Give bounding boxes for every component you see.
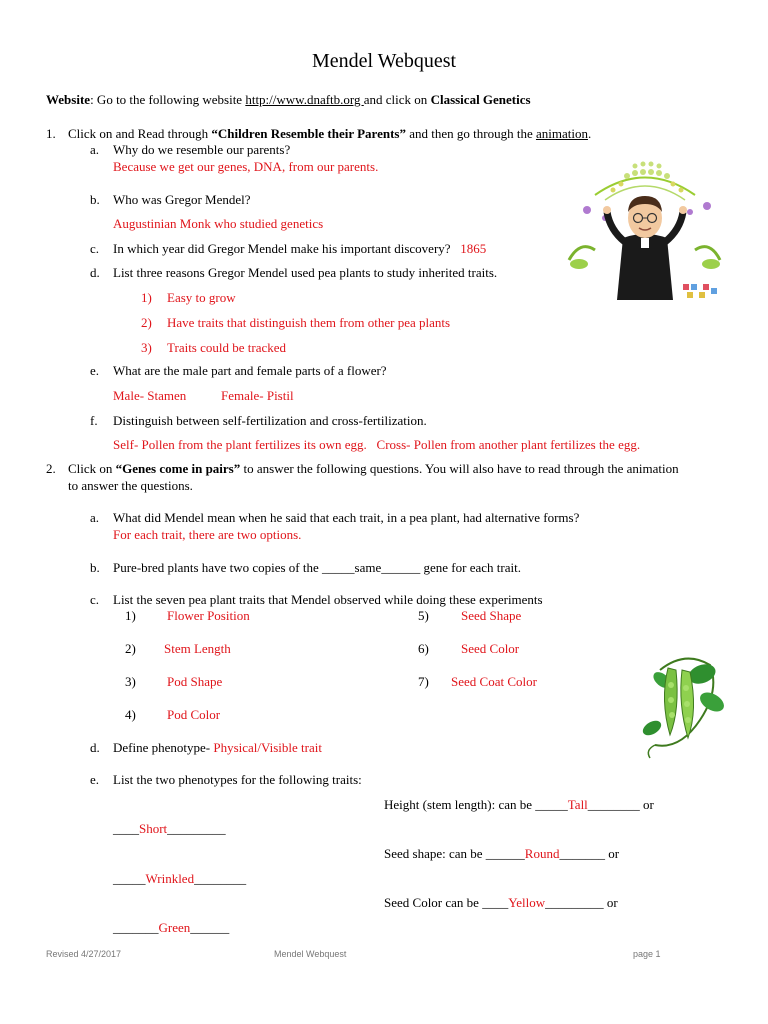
q1a-question: Why do we resemble our parents? bbox=[113, 142, 291, 157]
q1a-answer: Because we get our genes, DNA, from our parents. bbox=[113, 159, 379, 174]
q1e-question: What are the male part and female parts of a flower? bbox=[113, 363, 387, 378]
height-answer-2: Short bbox=[139, 821, 168, 836]
trait-num: 1) bbox=[125, 608, 136, 623]
seed-shape-line: Seed shape: can be ______Round_______ or bbox=[384, 846, 620, 861]
q2e-question: List the two phenotypes for the following traits: bbox=[113, 772, 362, 787]
q1d-item-num: 1) bbox=[141, 290, 152, 305]
q1b-answer: Augustinian Monk who studied genetics bbox=[113, 216, 324, 231]
website-line bbox=[46, 92, 531, 108]
q2-prompt-line2: to answer the questions. bbox=[68, 478, 193, 493]
trait-text: Seed Shape bbox=[461, 608, 522, 623]
q2-prompt: Click on “Genes come in pairs” to answer the following questions. You will also have to read through the animation bbox=[68, 461, 679, 476]
trait-text: Seed Coat Color bbox=[451, 674, 537, 689]
shape-answer-2: Wrinkled bbox=[145, 871, 195, 886]
website-text: : Go to the following website bbox=[90, 92, 246, 107]
q1a-letter: a. bbox=[90, 142, 100, 157]
q2b-letter: b. bbox=[90, 560, 100, 575]
q2b-blank-answer: same bbox=[354, 560, 382, 575]
trait-num: 5) bbox=[418, 608, 429, 623]
q2d-question: Define phenotype- Physical/Visible trait bbox=[113, 740, 322, 755]
trait-text: Pod Shape bbox=[167, 674, 223, 689]
trait-num: 3) bbox=[125, 674, 136, 689]
height-answer-1: Tall bbox=[567, 797, 588, 812]
q2c-letter: c. bbox=[90, 592, 100, 607]
shape-answer-1: Round bbox=[524, 846, 560, 861]
q1c-letter: c. bbox=[90, 241, 100, 256]
trait-text: Pod Color bbox=[167, 707, 221, 722]
website-link[interactable]: http://www.dnaftb.org bbox=[245, 92, 364, 107]
trait-text: Flower Position bbox=[167, 608, 250, 623]
q1b-letter: b. bbox=[90, 192, 100, 207]
q2a-letter: a. bbox=[90, 510, 100, 525]
height-line: Height (stem length): can be _____Tall________ or bbox=[384, 797, 654, 812]
trait-num: 7) bbox=[418, 674, 429, 689]
color-answer-2: Green bbox=[158, 920, 191, 935]
q1e-answer-male: Male- Stamen bbox=[113, 388, 187, 403]
page-title: Mendel Webquest bbox=[311, 50, 457, 72]
q2-number: 2. bbox=[46, 461, 56, 476]
trait-num: 6) bbox=[418, 641, 429, 656]
seed-color-line-2: _______Green______ bbox=[113, 920, 230, 935]
color-answer-1: Yellow bbox=[508, 895, 546, 910]
q1f-question: Distinguish between self-fertilization and cross-fertilization. bbox=[113, 413, 427, 428]
q1d-question: List three reasons Gregor Mendel used pea plants to study inherited traits. bbox=[113, 265, 498, 280]
q1-number: 1. bbox=[46, 126, 56, 141]
footer-title: Mendel Webquest bbox=[274, 949, 347, 959]
website-text-after: and click on bbox=[363, 92, 431, 107]
website-label: Website bbox=[46, 92, 91, 107]
q1f-letter: f. bbox=[90, 413, 98, 428]
q1e-answer-female: Female- Pistil bbox=[221, 388, 294, 403]
q2a-question: What did Mendel mean when he said that each trait, in a pea plant, had alternative forms? bbox=[113, 510, 580, 525]
q1d-item-text: Traits could be tracked bbox=[167, 340, 287, 355]
trait-num: 2) bbox=[125, 641, 136, 656]
trait-num: 4) bbox=[125, 707, 136, 722]
q1c-question: In which year did Gregor Mendel make his important discovery? 1865 bbox=[113, 241, 487, 256]
q1d-item-text: Have traits that distinguish them from other pea plants bbox=[167, 315, 451, 330]
q1-prompt: Click on and Read through “Children Resemble their Parents” and then go through the animation. bbox=[68, 126, 592, 141]
q2d-answer: Physical/Visible trait bbox=[213, 740, 322, 755]
q1d-item-num: 3) bbox=[141, 340, 152, 355]
footer-revised: Revised 4/27/2017 bbox=[46, 949, 122, 959]
q1d-item-num: 2) bbox=[141, 315, 152, 330]
q1c-answer: 1865 bbox=[460, 241, 487, 256]
q1d-letter: d. bbox=[90, 265, 100, 280]
q2b-question: Pure-bred plants have two copies of the _____same______ gene for each trait. bbox=[113, 560, 521, 575]
q2a-answer: For each trait, there are two options. bbox=[113, 527, 302, 542]
q1f-answer: Self- Pollen from the plant fertilizes its own egg. Cross- Pollen from another plant fertilizes the egg. bbox=[113, 437, 641, 452]
q2d-letter: d. bbox=[90, 740, 100, 755]
q1e-letter: e. bbox=[90, 363, 100, 378]
footer-page: page 1 bbox=[633, 949, 661, 959]
classical-genetics-label: Classical Genetics bbox=[430, 92, 531, 107]
pea-pod-illustration bbox=[640, 650, 730, 760]
height-line-2: ____Short_________ bbox=[113, 821, 226, 836]
trait-text: Stem Length bbox=[164, 641, 231, 656]
q1b-question: Who was Gregor Mendel? bbox=[113, 192, 251, 207]
q2e-letter: e. bbox=[90, 772, 100, 787]
trait-text: Seed Color bbox=[461, 641, 520, 656]
seed-color-line: Seed Color can be ____Yellow_________ or bbox=[384, 895, 618, 910]
mendel-illustration bbox=[565, 160, 725, 305]
q1d-item-text: Easy to grow bbox=[167, 290, 236, 305]
q2c-question: List the seven pea plant traits that Mendel observed while doing these experiments bbox=[113, 592, 543, 607]
seed-shape-line-2: _____Wrinkled________ bbox=[113, 871, 247, 886]
